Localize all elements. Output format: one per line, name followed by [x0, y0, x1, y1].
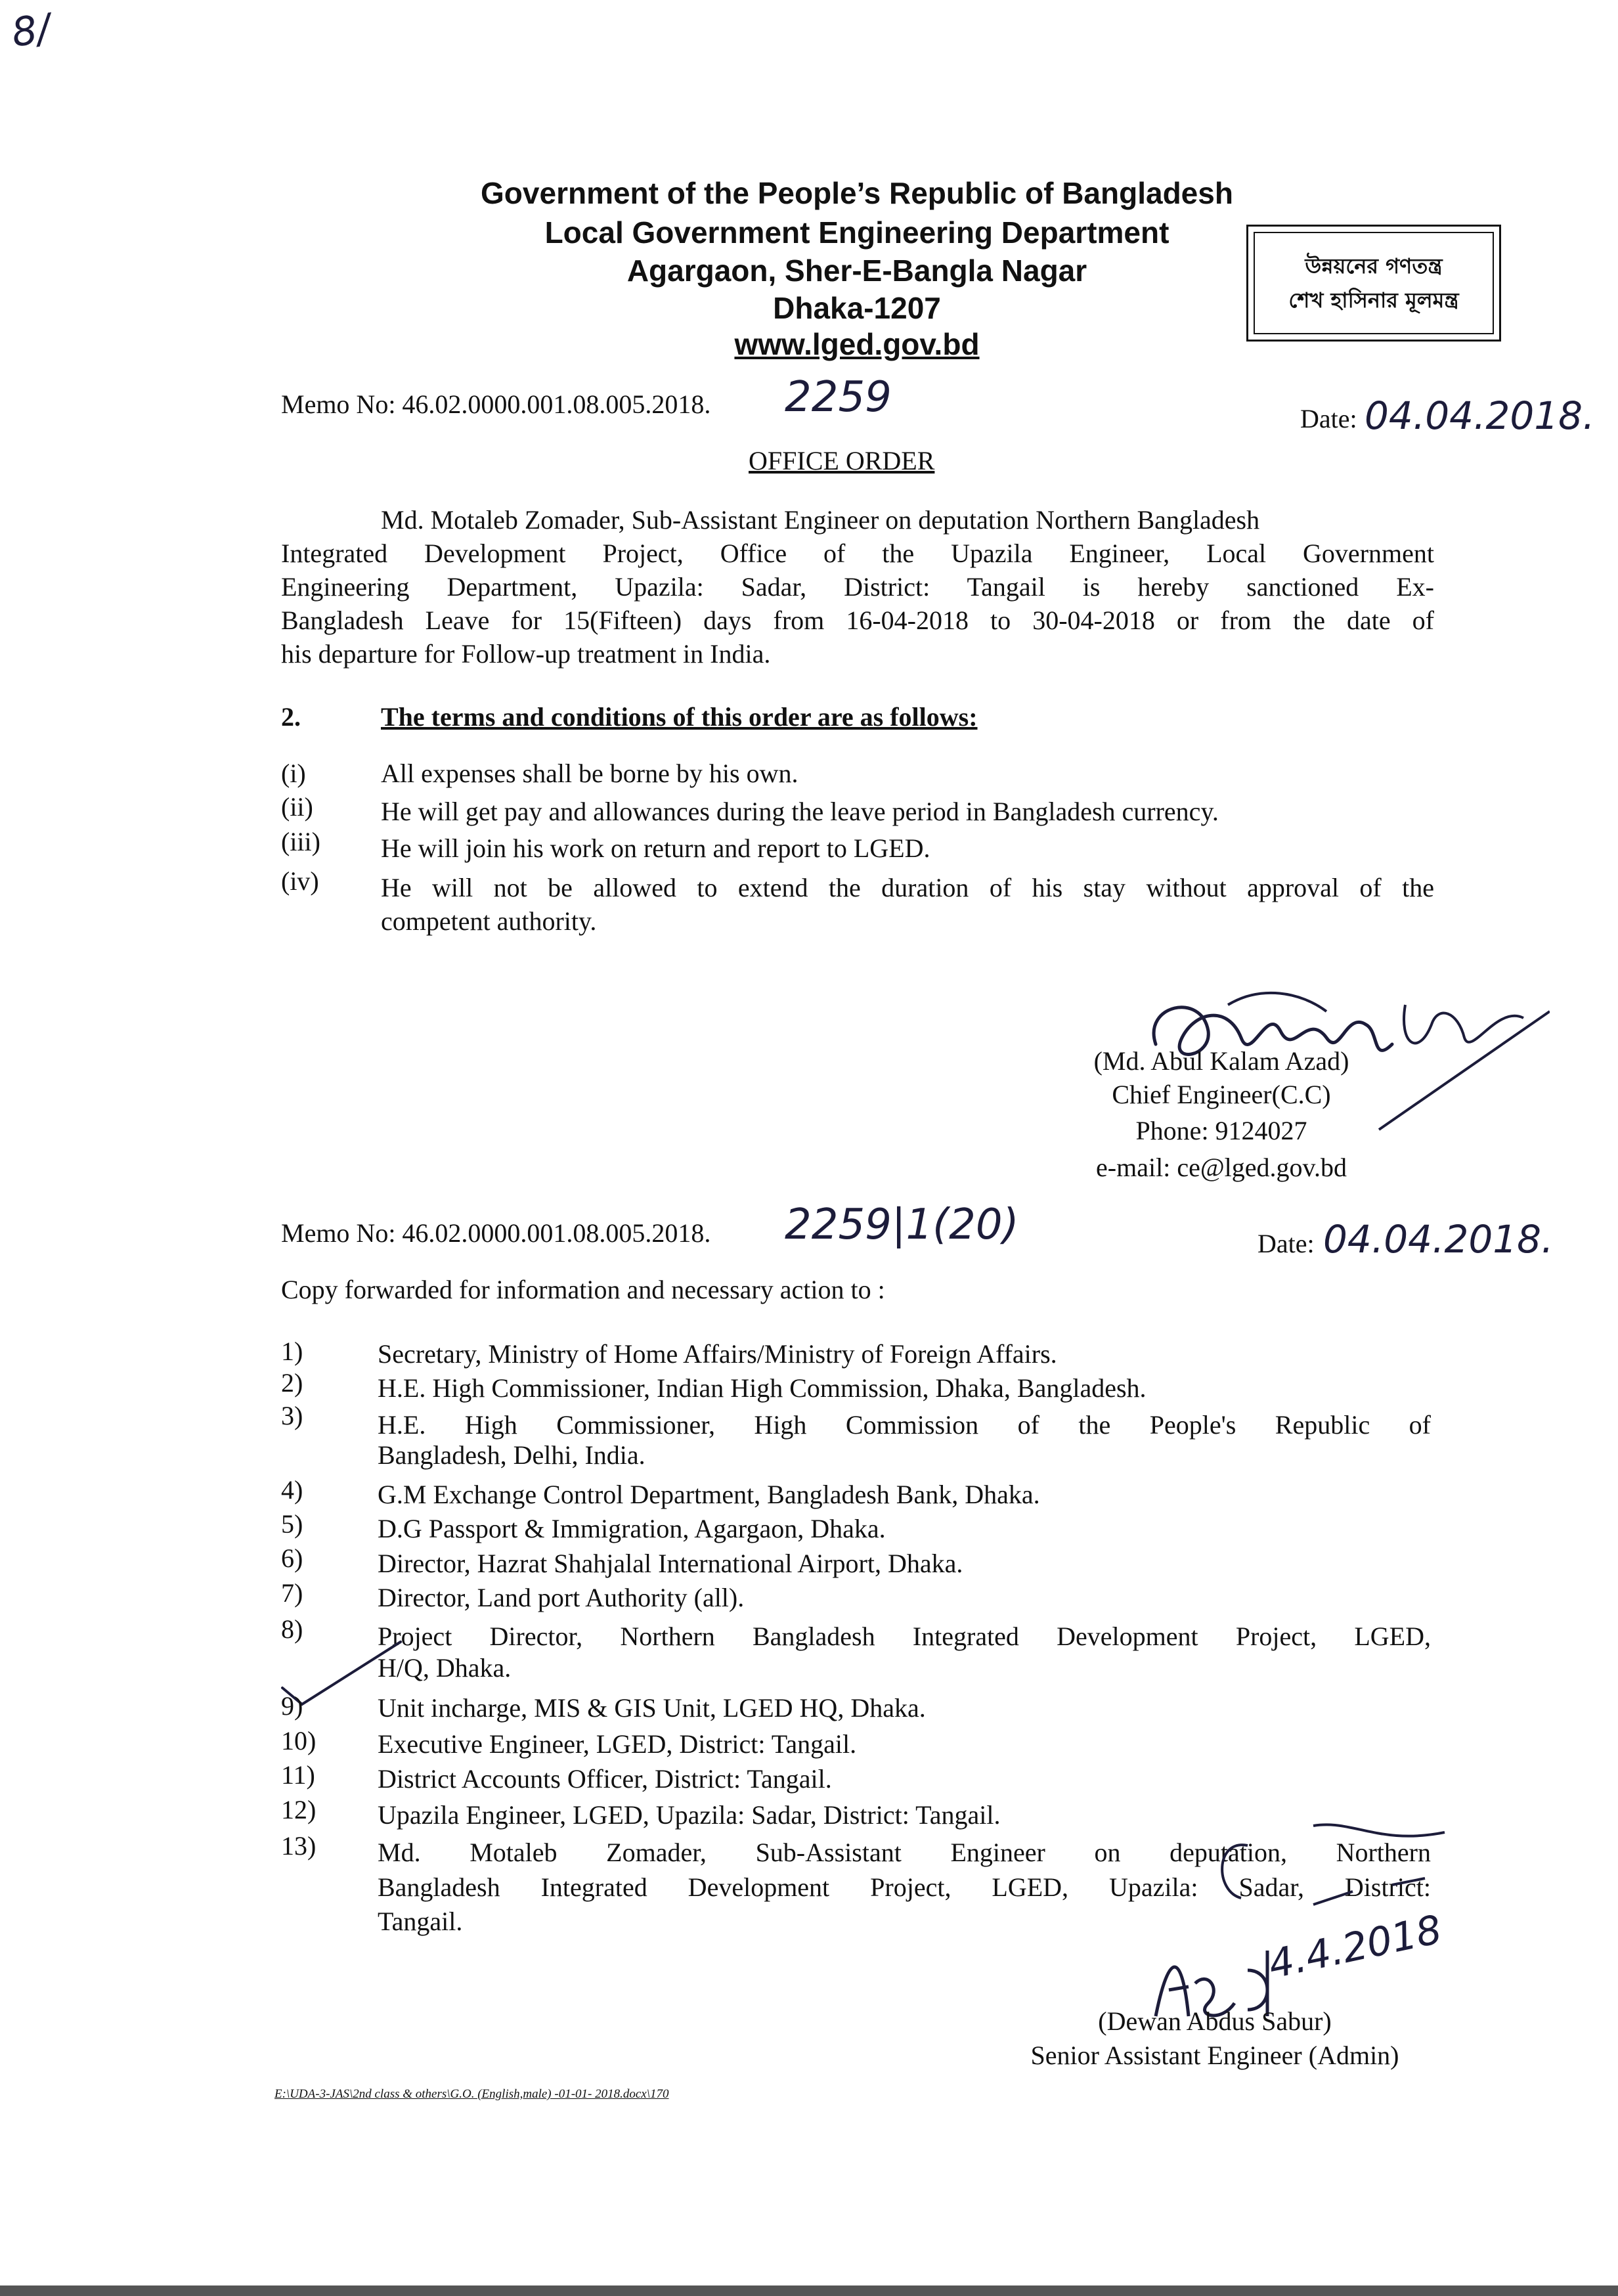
- slogan-box: [1246, 225, 1501, 342]
- copy-list-number: 9): [281, 1691, 303, 1721]
- memo-1-number-handwritten: 2259: [785, 373, 892, 422]
- copy-list-text: Executive Engineer, LGED, District: Tangail.: [378, 1729, 857, 1759]
- body-line-3: Engineering Department, Upazila: Sadar, District: Tangail is hereby sanctioned Ex-: [281, 572, 1434, 602]
- header-government: Government of the People’s Republic of Bangladesh: [481, 176, 1233, 210]
- copy-forward-intro: Copy forwarded for information and necessary action to :: [281, 1275, 885, 1304]
- signatory-2-name: (Dewan Abdus Sabur): [1098, 2006, 1332, 2036]
- copy-list-text: Md. Motaleb Zomader, Sub-Assistant Engineer on deputation, Northern: [378, 1838, 1431, 1867]
- office-order-title: OFFICE ORDER: [749, 446, 935, 475]
- copy-list-text-continued: Tangail.: [378, 1907, 463, 1936]
- body-paragraph: [281, 503, 1434, 671]
- term-text: He will get pay and allowances during the leave period in Bangladesh currency.: [381, 797, 1219, 826]
- copy-list-text: Project Director, Northern Bangladesh Integrated Development Project, LGED,: [378, 1622, 1431, 1651]
- memo-2-date-label: Date:: [1257, 1229, 1315, 1258]
- signatory-1-phone: Phone: 9124027: [1135, 1116, 1307, 1145]
- copy-list-number: 2): [281, 1368, 303, 1398]
- memo-2-label: Memo No: 46.02.0000.001.08.005.2018.: [281, 1218, 711, 1248]
- copy-list-text: Upazila Engineer, LGED, Upazila: Sadar, District: Tangail.: [378, 1800, 1001, 1830]
- term-text: He will not be allowed to extend the duration of his stay without approval of the: [381, 873, 1434, 902]
- copy-list-number: 7): [281, 1578, 303, 1608]
- copy-list-number: 5): [281, 1509, 303, 1539]
- copy-list-text: H.E. High Commissioner, High Commission of the People's Republic of: [378, 1410, 1431, 1440]
- copy-list-text-continued: Bangladesh, Delhi, India.: [378, 1440, 645, 1470]
- copy-list-number: 4): [281, 1475, 303, 1505]
- term-text-continued: competent authority.: [381, 906, 597, 936]
- copy-list-text: Director, Hazrat Shahjalal International Airport, Dhaka.: [378, 1549, 963, 1578]
- copy-list-number: 10): [281, 1726, 317, 1755]
- copy-list-text: H.E. High Commissioner, Indian High Commission, Dhaka, Bangladesh.: [378, 1373, 1147, 1403]
- copy-list-number: 12): [281, 1795, 317, 1824]
- body-line-1: Md. Motaleb Zomader, Sub-Assistant Engineer on deputation Northern Bangladesh: [381, 505, 1260, 535]
- term-number: (iv): [281, 866, 319, 896]
- header-website-link[interactable]: www.lged.gov.bd: [734, 327, 980, 361]
- copy-list-text: Director, Land port Authority (all).: [378, 1583, 745, 1612]
- signatory-1-name: (Md. Abul Kalam Azad): [1093, 1046, 1349, 1076]
- copy-list-text: Secretary, Ministry of Home Affairs/Ministry of Foreign Affairs.: [378, 1339, 1057, 1369]
- body-line-2: Integrated Development Project, Office of the Upazila Engineer, Local Government: [281, 539, 1434, 568]
- term-text: All expenses shall be borne by his own.: [381, 759, 798, 788]
- header-department: Local Government Engineering Department: [544, 215, 1170, 250]
- copy-list-text-continued: Bangladesh Integrated Development Project, LGED, Upazila: Sadar, District:: [378, 1872, 1431, 1902]
- copy-list-number: 11): [281, 1760, 315, 1790]
- scan-bottom-edge: [0, 2285, 1618, 2296]
- signature-2-date-handwritten: 4.4.2018: [1264, 1906, 1446, 1989]
- term-text: He will join his work on return and report to LGED.: [381, 833, 930, 863]
- header-address: Agargaon, Sher-E-Bangla Nagar: [626, 254, 1087, 288]
- copy-list-text: Unit incharge, MIS & GIS Unit, LGED HQ, Dhaka.: [378, 1693, 926, 1723]
- signatory-2-designation: Senior Assistant Engineer (Admin): [1030, 2041, 1399, 2070]
- corner-handwritten-mark: 8/: [9, 5, 53, 56]
- footer-file-path: E:\UDA-3-JAS\2nd class & others\G.O. (English,male) -01-01- 2018.docx\170: [274, 2087, 669, 2101]
- slogan-inner: [1254, 232, 1494, 334]
- copy-list-number: 3): [281, 1401, 303, 1430]
- terms-heading: The terms and conditions of this order are as follows:: [381, 702, 978, 732]
- term-number: (ii): [281, 792, 313, 822]
- copy-list-number: 13): [281, 1831, 317, 1861]
- body-line-4: Bangladesh Leave for 15(Fifteen) days from 16-04-2018 to 30-04-2018 or from the date of: [281, 606, 1434, 635]
- slogan-line-2: শেখ হাসিনার মূলমন্ত্র: [1288, 288, 1459, 313]
- copy-list-text: D.G Passport & Immigration, Agargaon, Dhaka.: [378, 1514, 886, 1543]
- term-number: (i): [281, 759, 306, 788]
- signatory-1-designation: Chief Engineer(C.C): [1112, 1080, 1331, 1109]
- memo-1-date-label: Date:: [1300, 404, 1357, 433]
- memo-2-number-handwritten: 2259|1(20): [785, 1201, 1019, 1249]
- header-city: Dhaka-1207: [773, 291, 941, 325]
- copy-list-text-continued: H/Q, Dhaka.: [378, 1653, 512, 1683]
- slogan-line-1: উন্নয়নের গণতন্ত্র: [1305, 254, 1443, 278]
- signatory-1-email: e-mail: ce@lged.gov.bd: [1096, 1153, 1347, 1182]
- memo-1-label: Memo No: 46.02.0000.001.08.005.2018.: [281, 389, 711, 419]
- memo-2-date-handwritten: 04.04.2018.: [1323, 1217, 1554, 1262]
- body-line-5: his departure for Follow-up treatment in India.: [281, 639, 771, 669]
- copy-list-number: 6): [281, 1543, 303, 1573]
- copy-list-number: 1): [281, 1336, 303, 1366]
- copy-list-text: District Accounts Officer, District: Tangail.: [378, 1764, 832, 1794]
- terms-number: 2.: [281, 702, 301, 732]
- term-number: (iii): [281, 827, 320, 856]
- memo-1-date-handwritten: 04.04.2018.: [1365, 393, 1595, 438]
- copy-list-number: 8): [281, 1614, 303, 1644]
- copy-list-text: G.M Exchange Control Department, Bangladesh Bank, Dhaka.: [378, 1480, 1040, 1509]
